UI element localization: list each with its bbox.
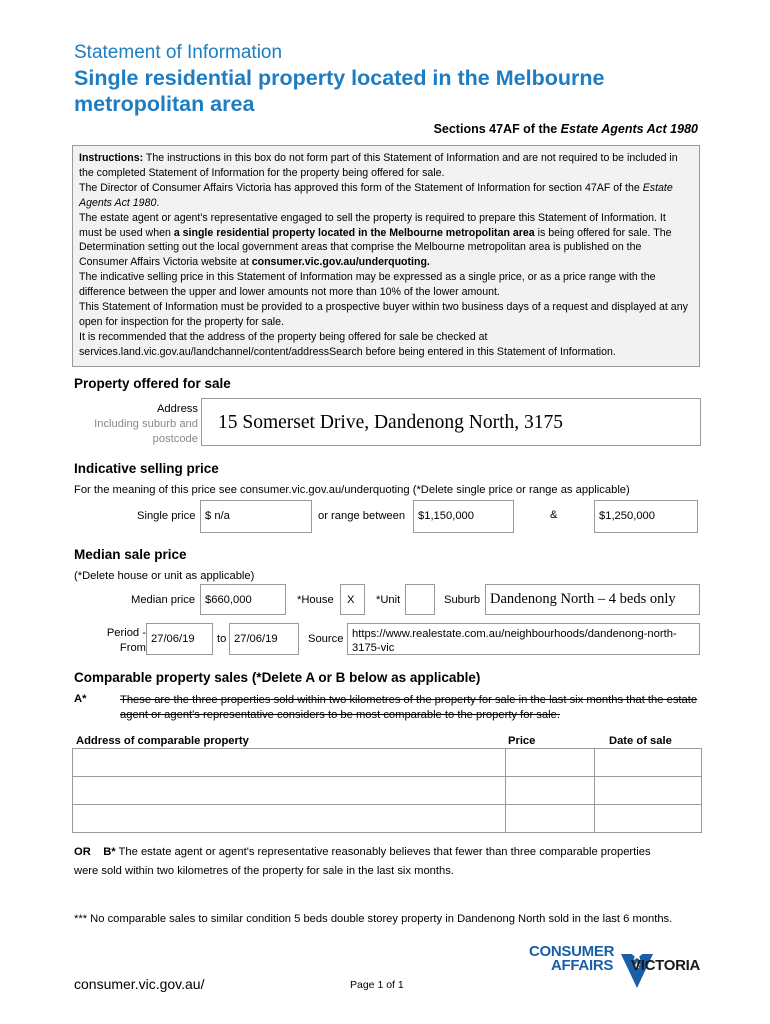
page-title: Single residential property located in the Melbourne metropolitan area [74,66,605,116]
range-label: or range between [318,510,406,522]
unit-field[interactable] [405,584,435,615]
instructions-p3-b: is being offered for sale. The Determination setting out the local government areas that comprise the Melbourne metropolitan area is published on the Consumer Affairs Victoria website at [79,226,672,269]
median-note: (*Delete house or unit as applicable) [74,570,255,582]
period-from-value: 27/06/19 [151,633,195,645]
option-a-marker: A* [74,693,87,705]
instructions-label: Instructions: [79,152,144,164]
single-price-value: $ n/a [205,510,230,522]
col-date-header: Date of sale [609,735,672,747]
range-high-field[interactable] [594,500,698,533]
period-from-field[interactable] [146,623,213,655]
instructions-p3-a: The estate agent or agent's representative engaged to sell the property is required to prepare this Statement of Information. It must be used when [79,211,666,239]
comparable-note: *** No comparable sales to similar condition 5 beds double storey property in Dandenong North sold in the last 6 months. [74,913,673,925]
house-value: X [347,594,355,606]
median-price-value: $660,000 [205,594,252,606]
comparable-date-cell[interactable] [595,749,702,777]
range-high-value: $1,250,000 [599,510,655,522]
logo-line-affairs: AFFAIRS [551,957,614,974]
period-label-group [74,626,146,656]
period-from-label: From [119,642,146,654]
logo-line-consumer: CONSUMER [529,943,615,960]
table-row [73,777,702,805]
or-label: OR [74,846,91,858]
range-low-field[interactable] [413,500,514,533]
comparable-address-cell[interactable] [73,777,506,805]
house-field[interactable] [340,584,365,615]
comparable-price-cell[interactable] [506,749,595,777]
instructions-p6: It is recommended that the address of the property being offered for sale be checked at services.land.vic.gov.au/landchannel/content/addressSearch before being entered in this Statement of Information. [79,330,616,358]
single-price-field[interactable] [200,500,312,533]
instructions-p1-text: The instructions in this box do not form part of this Statement of Information and are not required to be included in the completed Statement of Information for the property being offered for sale. [79,152,678,179]
sections-act: Estate Agents Act 1980 [560,122,698,136]
option-b-line-2: were sold within two kilometres of the property for sale in the last six months. [74,865,454,877]
suburb-label: Suburb [444,594,481,606]
instructions-p5: This Statement of Information must be provided to a prospective buyer within two business days of a request and displayed at any open for inspection for the property for sale. [79,301,688,328]
unit-label: *Unit [376,594,401,606]
single-price-label: Single price [137,510,196,522]
property-heading: Property offered for sale [74,376,231,391]
comparable-address-cell[interactable] [73,749,506,777]
instructions-p1 [79,151,691,181]
logo-line-victoria: VICTORIA [631,957,700,974]
median-price-label: Median price [131,594,196,606]
instructions-p3 [79,211,691,271]
consumer-affairs-victoria-logo [526,940,706,992]
comparable-table [72,748,702,833]
instructions-p2-end: . [156,196,160,209]
sections-reference [434,122,698,136]
period-to-field[interactable] [229,623,299,655]
address-sublabel-2: postcode [152,433,198,445]
comparable-price-cell[interactable] [506,805,595,833]
instructions-p2-text: The Director of Consumer Affairs Victoria has approved this form of the Statement of Information for section 47AF of the [79,181,643,194]
comparable-address-cell[interactable] [73,805,506,833]
suburb-value: Dandenong North – 4 beds only [490,591,676,607]
instructions-box [72,145,700,367]
comparable-date-cell[interactable] [595,805,702,833]
period-to-label: to [217,633,227,645]
median-price-field[interactable] [200,584,286,615]
indicative-note: For the meaning of this price see consumer.vic.gov.au/underquoting (*Delete single price or range as applicable) [74,484,630,496]
instructions-p3-bold: a single residential property located in the Melbourne metropolitan area [173,226,535,239]
option-b-block [74,843,704,881]
col-price-header: Price [508,735,536,747]
source-field[interactable] [347,623,700,655]
comparable-date-cell[interactable] [595,777,702,805]
option-b-marker: B* [103,846,116,858]
house-label: *House [297,594,334,606]
comparable-price-cell[interactable] [506,777,595,805]
option-a-text: These are the three properties sold within two kilometres of the property for sale in the last six months that the estate agent or agent's representative considers to be most comparable to the property for sale. [120,694,698,721]
address-field[interactable] [201,398,701,446]
range-ampersand: & [550,509,558,521]
period-to-value: 27/06/19 [234,633,278,645]
table-row [73,749,702,777]
sections-prefix: Sections 47AF of the [433,122,561,136]
address-value: 15 Somerset Drive, Dandenong North, 3175 [218,412,563,433]
option-b-text: The estate agent or agent's representative reasonably believes that fewer than three comparable properties [115,846,651,858]
source-value: https://www.realestate.com.au/neighbourhoods/dandenong-north-3175-vic [352,628,677,654]
footer-website[interactable]: consumer.vic.gov.au/ [74,976,205,992]
address-label-group [74,402,198,447]
address-sublabel-1: Including suburb and [94,418,198,430]
range-low-value: $1,150,000 [418,510,474,522]
source-label: Source [308,633,344,645]
instructions-p2-act: Estate Agents Act 1980 [79,181,673,209]
statement-of-information-label: Statement of Information [74,42,283,63]
period-label: Period - [106,627,146,639]
address-label: Address [156,403,198,415]
option-b-line-1 [74,843,704,862]
instructions-p3-link[interactable]: consumer.vic.gov.au/underquoting. [251,256,430,269]
col-address-header: Address of comparable property [76,735,249,747]
indicative-heading: Indicative selling price [74,461,219,476]
instructions-p2 [79,181,691,211]
page-number: Page 1 of 1 [350,979,404,991]
median-heading: Median sale price [74,547,187,562]
table-row [73,805,702,833]
suburb-field[interactable] [485,584,700,615]
instructions-p4: The indicative selling price in this Statement of Information may be expressed as a single price, or as a price range with the difference between the upper and lower amounts not more than 10% of the lower amount. [79,271,656,299]
comparable-heading: Comparable property sales (*Delete A or B below as applicable) [74,670,481,685]
